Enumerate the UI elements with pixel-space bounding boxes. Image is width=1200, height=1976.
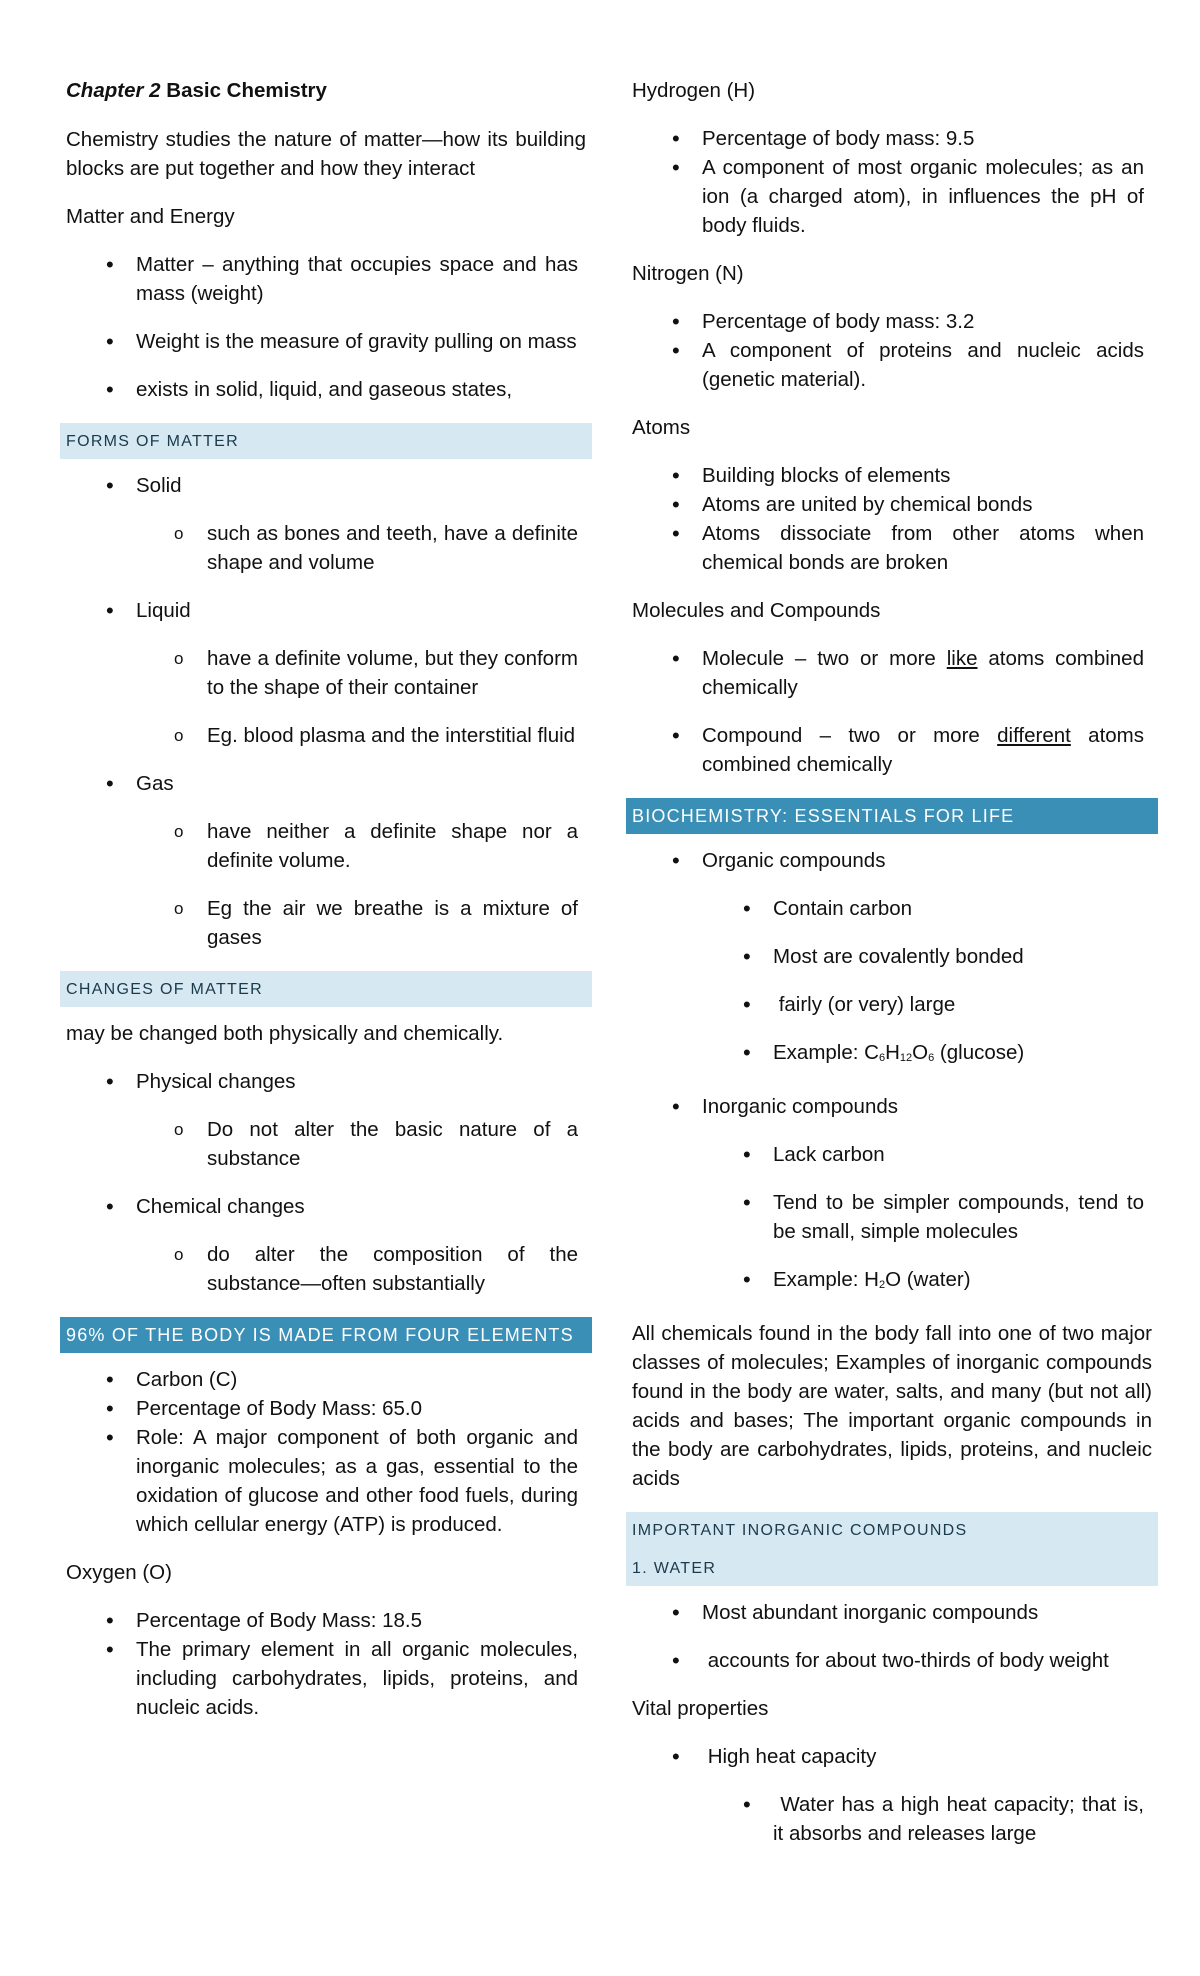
vital-list	[632, 1742, 1152, 1848]
matter-energy-heading: Matter and Energy	[66, 205, 235, 228]
hydrogen-heading: Hydrogen (H)	[632, 79, 756, 102]
list-item: • Compound – two or more different atoms combined chemically	[632, 721, 1152, 779]
list-item: • Most abundant inorganic compounds	[632, 1598, 1152, 1627]
list-item: • Weight is the measure of gravity pulling on mass	[66, 327, 586, 356]
compounds-list	[632, 846, 1152, 1300]
changes-of-matter-header: CHANGES OF MATTER	[60, 971, 592, 1007]
inorganic-compounds-header	[626, 1512, 1158, 1586]
intro-paragraph: Chemistry studies the nature of matter—how its building blocks are put together and how they interact	[66, 128, 586, 180]
forms-of-matter-header: FORMS OF MATTER	[60, 423, 592, 459]
molecules-heading: Molecules and Compounds	[632, 599, 881, 622]
list-item: • Example: H2O (water)	[632, 1265, 1152, 1300]
biochemistry-header: BIOCHEMISTRY: ESSENTIALS FOR LIFE	[626, 798, 1158, 834]
nitrogen-list	[632, 307, 1152, 394]
oxygen-list	[66, 1606, 586, 1722]
left-column	[66, 76, 586, 1722]
list-item: • A component of most organic molecules; as an ion (a charged atom), in influences the pH of body fluids.	[632, 153, 1152, 240]
list-item: o Do not alter the basic nature of a substance	[66, 1115, 586, 1173]
molecules-list	[632, 644, 1152, 779]
changes-list	[66, 1067, 586, 1298]
list-item: • The primary element in all organic molecules, including carbohydrates, lipids, proteins, and nucleic acids.	[66, 1635, 586, 1722]
water-subheader: 1. WATER	[632, 1560, 717, 1577]
list-item: o Eg. blood plasma and the interstitial fluid	[66, 721, 586, 750]
list-item: • Percentage of Body Mass: 65.0	[66, 1394, 586, 1423]
list-item: • Percentage of body mass: 9.5	[632, 124, 1152, 153]
list-item: • Atoms dissociate from other atoms when chemical bonds are broken	[632, 519, 1152, 577]
list-item: o have neither a definite shape nor a definite volume.	[66, 817, 586, 875]
list-item: • Lack carbon	[632, 1140, 1152, 1169]
list-item: o such as bones and teeth, have a definite shape and volume	[66, 519, 586, 577]
four-elements-header: 96% OF THE BODY IS MADE FROM FOUR ELEMENTS	[60, 1317, 592, 1353]
list-item: • Atoms are united by chemical bonds	[632, 490, 1152, 519]
list-item: • Building blocks of elements	[632, 461, 1152, 490]
atoms-list	[632, 461, 1152, 577]
list-item: o have a definite volume, but they conform to the shape of their container	[66, 644, 586, 702]
list-item: • Chemical changes	[66, 1192, 586, 1221]
hydrogen-list	[632, 124, 1152, 240]
list-item: • fairly (or very) large	[632, 990, 1152, 1019]
list-item: • Tend to be simpler compounds, tend to be small, simple molecules	[632, 1188, 1152, 1246]
changes-intro: may be changed both physically and chemically.	[66, 1022, 504, 1045]
list-item: • Gas	[66, 769, 586, 798]
list-item: • exists in solid, liquid, and gaseous states,	[66, 375, 586, 404]
list-item: • Example: C6H12O6 (glucose)	[632, 1038, 1152, 1073]
list-item: o do alter the composition of the substance—often substantially	[66, 1240, 586, 1298]
list-item: • Most are covalently bonded	[632, 942, 1152, 971]
list-item: • Inorganic compounds	[632, 1092, 1152, 1121]
inorganic-compounds-title: IMPORTANT INORGANIC COMPOUNDS	[632, 1522, 968, 1539]
list-item: • Matter – anything that occupies space and has mass (weight)	[66, 250, 586, 308]
list-item: • Physical changes	[66, 1067, 586, 1096]
list-item: • Carbon (C)	[66, 1365, 586, 1394]
carbon-list	[66, 1365, 586, 1539]
oxygen-heading: Oxygen (O)	[66, 1561, 172, 1584]
list-item: • accounts for about two-thirds of body weight	[632, 1646, 1152, 1675]
summary-paragraph: All chemicals found in the body fall into one of two major classes of molecules; Examples of inorganic compounds found in the body are water, salts, and many (but not all) acids and bases; The important organic compounds in the body are carbohydrates, lipids, proteins, and nucleic acids	[632, 1322, 1152, 1490]
right-column	[632, 76, 1152, 1848]
list-item: • A component of proteins and nucleic acids (genetic material).	[632, 336, 1152, 394]
list-item: • High heat capacity	[632, 1742, 1152, 1771]
water-list	[632, 1598, 1152, 1675]
atoms-heading: Atoms	[632, 416, 691, 439]
chapter-title: Chapter 2 Basic Chemistry	[66, 79, 327, 102]
nitrogen-heading: Nitrogen (N)	[632, 262, 744, 285]
vital-properties-heading: Vital properties	[632, 1697, 769, 1720]
matter-list	[66, 250, 586, 404]
forms-list	[66, 471, 586, 952]
list-item: • Solid	[66, 471, 586, 500]
list-item: • Molecule – two or more like atoms combined chemically	[632, 644, 1152, 702]
list-item: • Role: A major component of both organic and inorganic molecules; as a gas, essential to the oxidation of glucose and other food fuels, during which cellular energy (ATP) is produced.	[66, 1423, 586, 1539]
list-item: • Percentage of body mass: 3.2	[632, 307, 1152, 336]
list-item: • Percentage of Body Mass: 18.5	[66, 1606, 586, 1635]
list-item: • Liquid	[66, 596, 586, 625]
list-item: • Organic compounds	[632, 846, 1152, 875]
list-item: • Contain carbon	[632, 894, 1152, 923]
list-item: o Eg the air we breathe is a mixture of gases	[66, 894, 586, 952]
list-item: • Water has a high heat capacity; that is, it absorbs and releases large	[632, 1790, 1152, 1848]
